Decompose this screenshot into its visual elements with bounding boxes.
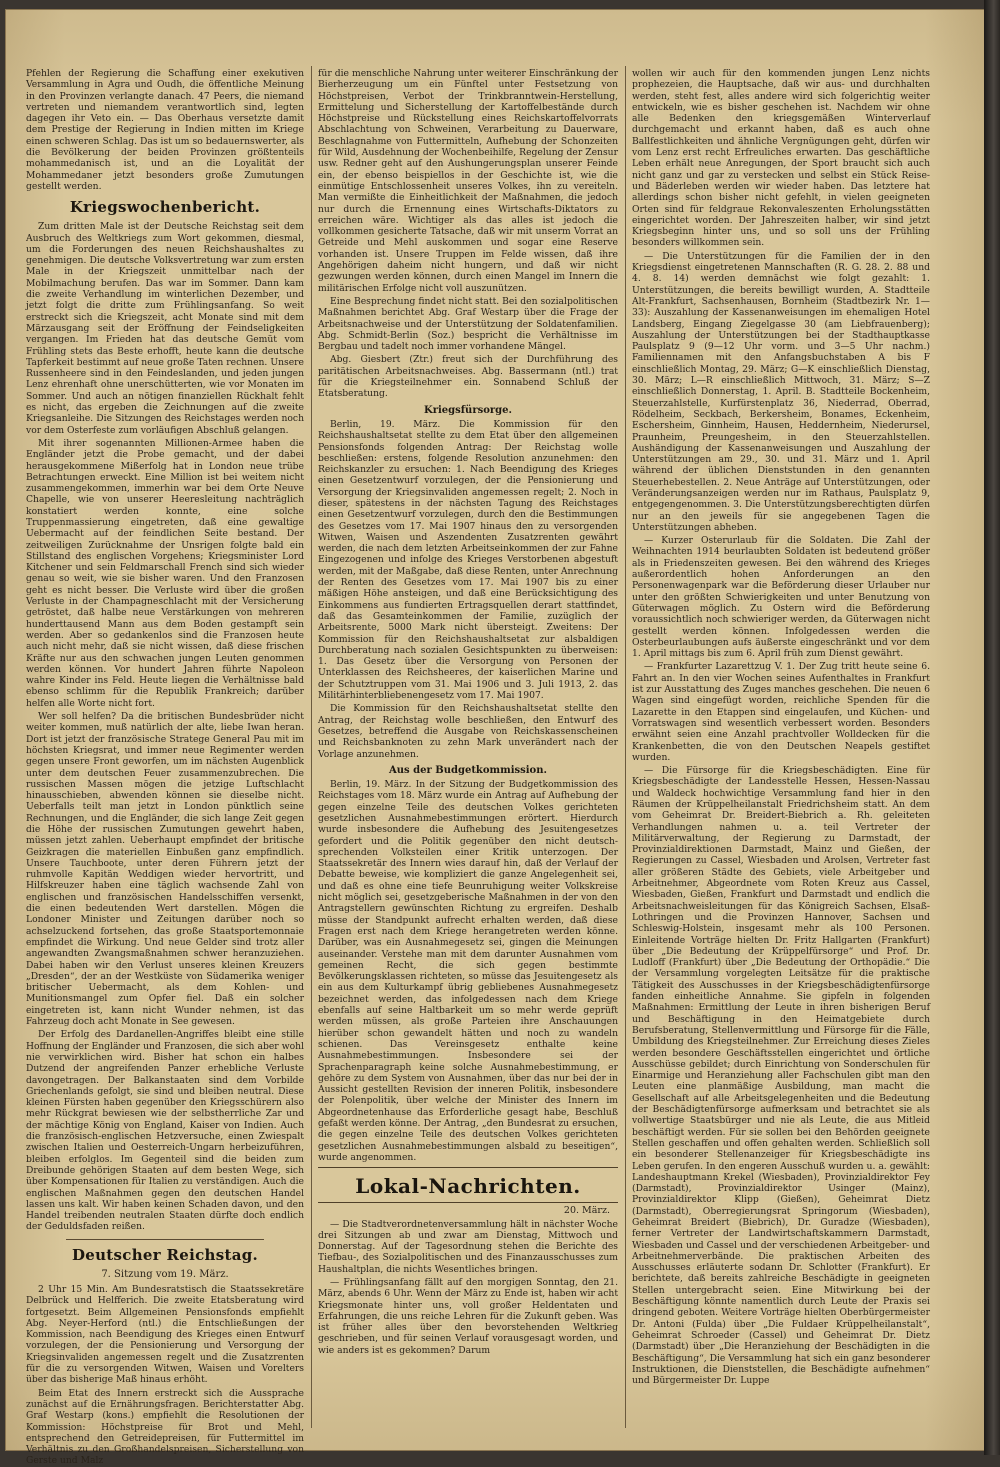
column-3	[632, 68, 930, 1432]
article-text: — Die Fürsorge für die Kriegsbeschädigten. Eine für Kriegsbeschädigte der Landesstelle Hessen, Hessen-Nassau und Waldeck hochwichtige Versammlung fand hier in den Räumen der Krüppelheilanstalt Friedrichsheim statt. An dem vom Geheimrat Dr. Breidert-Biebrich a. Rh. geleiteten Verhandlungen nahmen u. a. teil Vertreter der Militärverwaltung, der Regierung zu Darmstadt, der Provinzialdirektionen Darmstadt, Mainz und Gießen, der Regierungen zu Cassel, Wiesbaden und Arolsen, Vertreter fast aller größeren Städte des Gebiets, viele Arbeitgeber und Arbeitnehmer, Abgeordnete vom Roten Kreuz aus Cassel, Wiesbaden, Gießen, Frankfurt und Darmstadt und endlich die Arbeitsnachweisleitungen für das Königreich Sachsen, Elsaß-Lothringen und die Provinzen Hannover, Sachsen und Schleswig-Holstein, insgesamt mehr als 100 Personen. Einleitende Vorträge hielten Dr. Fritz Hallgarten (Frankfurt) über „Die Bedeutung der Krüppelfürsorge“ und Prof. Dr. Ludloff (Frankfurt) über „Die Bedeutung der Orthopädie.“ Die der Versammlung vorgelegten Leitsätze für die praktische Tätigkeit des Ausschusses in der Kriegsbeschädigtenfürsorge fanden einheitliche Annahme. Sie gipfeln in folgenden Maßnahmen: Ermittlung der Leute in ihren bisherigen Beruf und Beschäftigung in den Heimatgebiete durch Berufsberatung, Stellenvermittlung und Fürsorge für die Fälle, Umbildung des Kriegsteilnehmer. Zur Erreichung dieses Zieles werden besondere Geschäftsstellen eingerichtet und örtliche Ausschüsse gebildet; durch Einrichtung von Sonderschulen für Einarmige und Heranziehung aller Fachschulen gibt man den Leuten eine planmäßige Ausbildung, man macht die Gesellschaft auf alle Arbeitsgelegenheiten und die Bedeutung der Beschädigtenfürsorge aufmerksam und betrachtet sie als vollwertige Staatsbürger und nie als Leute, die aus Mitleid beschäftigt werden. Für sie sollen bei den Behörden geeignete Stellen geschaffen und offen gehalten werden. Schließlich soll ein besonderer Stellenanzeiger für Kriegsbeschädigte ins Leben gerufen. In den engeren Ausschuß wurden u. a. gewählt: Landeshauptmann Krekel (Wiesbaden), Provinzialdirektor Fey (Darmstadt), Provinzialdirektor Usinger (Mainz), Provinzialdirektor Klipp (Gießen), Geheimrat Dietz (Darmstadt), Oberregierungsrat Springorum (Wiesbaden), Geheimrat Breidert (Biebrich), Dr. Guradze (Wiesbaden), ferner Vertreter der Landwirtschaftskammern Darmstadt, Wiesbaden und Cassel und der verschiedenen Arbeitgeber- und Arbeitnehmerverbände. Die praktischen Arbeiten des Ausschusses erläuterte sodann Dr. Schlotter (Frankfurt). Er berichtete, daß bereits zahlreiche Beschädigte in geeigneten Stellen untergebracht seien. Eine Mitwirkung bei der Beschäftigung könnte namentlich durch Leute der Praxis sei dringend geboten. Weitere Vorträge hielten Oberbürgermeister Dr. Antoni (Fulda) über „Die Fuldaer Krüppelheilanstalt“, Geheimrat Schroeder (Cassel) und Geheimrat Dr. Dietz (Darmstadt) über „Die Heranziehung der Beschädigten in die Beschäftigung“, Die Versammlung hat sich ein ganz besonderer Instruktionen, die Dienststellen, die Beschädigte aufnehmen“ und Bürgermeister Dr. Luppe	[632, 765, 930, 1387]
section-heading: Lokal-Nachrichten.	[355, 1174, 581, 1199]
section-heading: Aus der Budgetkommission.	[389, 764, 547, 776]
column-rule	[625, 66, 626, 1428]
article-text: Der Erfolg des Dardanellen-Angriffes bleibt eine stille Hoffnung der Engländer und Franzosen, die sich aber wohl nie verwirklichen wird. Bisher hat schon ein halbes Dutzend der angreifenden Panzer erhebliche Verluste davongetragen. Der Balkanstaaten sind dem Vorbilde Griechenlands gefolgt, sie sind und bleiben neutral. Diese kleinen Fürsten haben gegenüber den Kriegsschürern also mehr Rückgrat bewiesen wie der selbstherrliche Zar und der mächtige König von England, Kaiser von Indien. Auch die französisch-englischen Hetzversuche, einen Zwiespalt zwischen Italien und Oesterreich-Ungarn herbeizuführen, bleiben erfolglos. Im Gegenteil sind die beiden zum Dreibunde gehörigen Staaten auf dem besten Wege, sich über Kompensationen für Italien zu verständigen. Auch die englischen Maßnahmen gegen den deutschen Handel lassen uns kalt. Wir haben keinen Schaden davon, und den Handel treibenden neutralen Staaten dürfte doch endlich der Geduldsfaden reißen.	[26, 1029, 304, 1233]
session-subtitle: 7. Sitzung vom 19. März.	[101, 1268, 229, 1280]
article-text: Mit ihrer sogenannten Millionen-Armee haben die Engländer jetzt die Probe gemacht, und der dabei herausgekommene Mißerfolg hat in London neue trübe Betrachtungen erweckt. Eine Million ist bei weitem nicht zusammengekommen, immerhin war bei dem Orte Neuve Chapelle, wie von unserer Heeresleitung nachträglich konstatiert werden konnte, eine solche Truppenmassierung eingetreten, daß eine gewaltige Uebermacht auf der feindlichen Seite bestand. Der zeitweiligen Zurücknahme der Unsrigen folgte bald ein Stillstand des englischen Vorgehens; Kriegsminister Lord Kitchener und sein Feldmarschall French sind sich wieder genau so weit, wie sie bisher waren. Und den Franzosen geht es nicht besser. Die Verluste wird über die großen Verluste in der Champagneschlacht mit der Versicherung getröstet, daß halbe neue Verstärkungen von mehreren hunderttausend Mann aus dem Boden gestampft sein werden. Aber so gedankenlos sind die Franzosen heute auch nicht mehr, daß sie nicht wissen, daß diese frischen Kräfte nur aus den schwachen jungen Leuten genommen werden können. Vor hundert Jahren führte Napoleon wahre Kinder ins Feld. Heute liegen die Verhältnisse bald ebenso schlimm für die Republik Frankreich; darüber helfen alle Worte nicht fort.	[26, 437, 304, 709]
article-text: Berlin, 19. März. In der Sitzung der Budgetkommission des Reichstages vom 18. März wurde ein Antrag auf Aufhebung der gegen einzelne Teile des deutschen Volkes gerichteten gesetzlichen Ausnahmebestimmungen erörtert. Hierdurch wurde insbesondere die Aufhebung des Jesuitengesetzes gefordert und die Politik gegenüber den nicht deutsch-sprechenden Volksteilen einer Kritik unterzogen. Der Staatssekretär des Innern wies darauf hin, daß der Verlauf der Debatte beweise, wie kompliziert die ganze Angelegenheit sei, und daß es ohne eine tiefe Beunruhigung weiter Volkskreise nicht möglich sei, gesetzgeberische Maßnahmen in der von den Antragstellern gewünschten Richtung zu ergreifen. Deshalb müsse der Standpunkt aufrecht erhalten werden, daß diese Fragen erst nach dem Kriege herangetreten werden könne. Darüber, was ein Ausnahmegesetz sei, gingen die Meinungen auseinander. Verstehe man mit dem darunter Ausnahmen vom gemeinen Recht, die sich gegen bestimmte Bevölkerungsklassen richteten, so müsse das Jesuitengesetz als ein aus dem Kulturkampf übrig gebliebenes Ausnahmegesetz bezeichnet werden, das infolgedessen nach dem Kriege ebenfalls auf seine Haltbarkeit um so mehr werde geprüft werden müssen, als große Parteien ihre Anschauungen hierüber schon gewandelt hätten und noch zu wandeln schienen. Das Vereinsgesetz enthalte keine Ausnahmebestimmungen. Insbesondere sei der Sprachenparagraph keine solche Ausnahmebestimmung, er gehöre zu dem System von Ausnahmen, über das nur bei der in Aussicht gestellten Revision der inneren Politik, insbesondere der Polenpolitik, über welche der Minister des Innern im Abgeordnetenhause das Erforderliche gesagt habe, Beschluß gefaßt werden könne. Der Antrag, „den Bundesrat zu ersuchen, die gegen einzelne Teile des deutschen Volkes gerichteten gesetzlichen Ausnahmebestimmungen alsbald zu beseitigen“, wurde angenommen.	[318, 779, 618, 1163]
article-text: Berlin, 19. März. Die Kommission für den Reichshaushaltsetat stellte zu dem Etat über den allgemeinen Pensionsfonds folgenden Antrag: Der Reichstag wolle beschließen: erstens, folgende Resolution anzunehmen: den Reichskanzler zu ersuchen: 1. Nach Beendigung des Krieges einen Gesetzentwurf vorzulegen, der die Pensionierung und Versorgung der Kriegsinvaliden angemessen regelt; 2. Noch in dieser, spätestens in der nächsten Tagung des Reichstages einen Gesetzentwurf vorzulegen, durch den die Bestimmungen des Gesetzes vom 17. Mai 1907 hinaus den zu versorgenden Witwen, Waisen und Aszendenten Zusatzrenten gewährt werden, die nach dem letzten Arbeitseinkommen der zur Fahne Eingezogenen und infolge des Krieges Verstorbenen abgestuft werden, mit der Maßgabe, daß diese Renten, unter Anrechnung der Renten des Gesetzes vom 17. Mai 1907 bis zu einer mäßigen Höhe ansteigen, und daß eine Berücksichtigung des Einkommens aus fundierten Ertragsquellen derart stattfindet, daß das Gesamteinkommen der Familie, zuzüglich der Arbeitsrente, 5000 Mark nicht übersteigt. Zweitens: Der Kommission für den Reichshaushaltsetat zur alsbaldigen Durchberatung nach sozialen Gesichtspunkten zu überweisen: 1. Das Gesetz über die Versorgung von Personen der Unterklassen des Reichsheeres, der kaiserlichen Marine und der Schutztruppen vom 31. Mai 1906 und 3. Juli 1913, 2. das Militärhinterbliebenengesetz vom 17. Mai 1907.	[318, 418, 618, 702]
article-text: wollen wir auch für den kommenden jungen Lenz nichts prophezeien, die Hauptsache, daß wir aus- und durchhalten werden, steht fest, alles andere wird sich folgerichtig weiter entwickeln, wie es bisher geschehen ist. Nachdem wir ohne alle Bedenken den kriegsgemäßen Winterverlauf durchgemacht und erkannt haben, daß es auch ohne Ballfestlichkeiten und ähnliche Vergnügungen geht, dürfen wir vom Lenz erst recht Erfreuliches erwarten. Das geschäftliche Leben erhält neue Anregungen, der Sport braucht sich auch nicht ganz und gar zu verstecken und selbst ein Stück Reise- und Bäderleben werden wir wieder haben. Das letztere hat allerdings schon bisher nicht gefehlt, in vielen geeigneten Orten sind für feldgraue Rekonvaleszenten Erholungsstätten eingerichtet worden. Der Jahreszeiten halber, wir sind jetzt Kriegsbeginn hinter uns, und so soll uns der Frühling besonders willkommen sein.	[632, 68, 930, 249]
column-2	[318, 68, 618, 1432]
article-text: Die Kommission für den Reichshaushaltsetat stellte den Antrag, der Reichstag wolle beschließen, den Entwurf des Gesetzes, betreffend die Ausgabe von Reichskassenscheinen und Reichsbanknoten zu zehn Mark unverändert nach der Vorlage anzunehmen.	[318, 703, 618, 760]
article-text: Beim Etat des Innern erstreckt sich die Aussprache zunächst auf die Ernährungsfragen. Berichterstatter Abg. Graf Westarp (kons.) empfiehlt die Resolutionen der Kommission: Höchstpreise für Brot und Mehl, entsprechend den Getreidepreisen, für Futtermittel im Verhältnis zu den Großhandelspreisen, Sicherstellung von Gerste und Malz	[26, 1387, 304, 1467]
article-text: — Kurzer Osterurlaub für die Soldaten. Die Zahl der Weihnachten 1914 beurlaubten Soldaten ist bedeutend größer als in Friedenszeiten gewesen. Bei den während des Krieges außerordentlich hohen Anforderungen an den Personenwagenpark war die Beförderung dieser Urlauber nur unter den größten Schwierigkeiten und unter Benutzung von Güterwagen möglich. Zu Ostern wird die Beförderung voraussichtlich noch schwieriger werden, da Güterwagen nicht gestellt werden können. Infolgedessen werden die Osterbeurlaubungen aufs äußerste eingeschränkt und vor dem 1. April mittags bis zum 6. April früh zum Dienst gewährt.	[632, 535, 930, 660]
article-text: — Die Stadtverordnetenversammlung hält in nächster Woche drei Sitzungen ab und zwar am Dienstag, Mittwoch und Donnerstag. Auf der Tagesordnung stehen die Berichte des Tiefbau-, des Sozialpolitischen und des Finanzausschusses zum Haushaltplan, die nichts Wesentliches bringen.	[318, 1218, 618, 1275]
column-1	[26, 68, 304, 1467]
local-news-header	[318, 1167, 618, 1203]
article-text: Abg. Giesbert (Ztr.) freut sich der Durchführung des paritätischen Arbeitsnachweises. Abg. Bassermann (ntl.) trat für die Kriegsteilnehmer ein. Sonnabend Schluß der Etatsberatung.	[318, 354, 618, 400]
article-text: — Die Unterstützungen für die Familien der in den Kriegsdienst eingetretenen Mannschaften (R. G. 28. 2. 88 und 4. 8. 14) werden demnächst wie folgt gezahlt: 1. Unterstützungen, die bereits bewilligt wurden, A. Stadtteile Alt-Frankfurt, Sachsenhausen, Bornheim (Stadtbezirk Nr. 1—33): Auszahlung der Kassenanweisungen im ehemaligen Hotel Landsberg, Eingang Ziegelgasse 30 (am Liebfrauenberg); Auszahlung der Unterstützungen bei der Stadthauptkasse Paulsplatz 9 (9—12 Uhr vorm. und 3—5 Uhr nachm.) Familiennamen mit den Anfangsbuchstaben A bis F einschließlich Montag, 29. März; G—K einschließlich Dienstag, 30. März; L—R einschließlich Mittwoch, 31. März; S—Z einschließlich Donnerstag, 1. April. B. Stadtteile Bockenheim, Steuerzahlstelle, Kurfürstenplatz 36, Niederrad, Oberrad, Rödelheim, Seckbach, Berkersheim, Bonames, Eckenheim, Eschersheim, Ginnheim, Hausen, Heddernheim, Niederursel, Praunheim, Preungesheim, in den Steuerzahlstellen. Aushändigung der Kassenanweisungen und Auszahlung der Unterstützungen am 29., 30. und 31. März und 1. April während der üblichen Dienststunden in den genannten Steuerhebestellen. 2. Neue Anträge auf Unterstützungen, oder Veränderungsanzeigen werden nur im Rathaus, Paulsplatz 9, entgegengenommen. 3. Die Unterstützungsberechtigten dürfen nur an den jeweils für sie angegebenen Tagen die Unterstützungen abheben.	[632, 250, 930, 533]
article-text: Zum dritten Male ist der Deutsche Reichstag seit dem Ausbruch des Weltkriegs zum Wort gekommen, diesmal, um die Forderungen des neuen Reichshaushaltes zu genehmigen. Die deutsche Volksvertretung war zum ersten Male in der Kriegszeit unmittelbar nach der Mobilmachung berufen. Das war im Sommer. Dann kam die zweite Verhandlung im winterlichen Dezember, und jetzt folgt die dritte zum Frühlingsanfang. So weit erstreckt sich die Kriegszeit, acht Monate sind mit dem Märzausgang seit der Eröffnung der Feindseligkeiten vergangen. Im Frieden hat das deutsche Gemüt vom Frühling stets das Beste erhofft, heute kann die deutsche Tapferkeit bestimmt auf neue große Taten rechnen. Unsere Russenheere sind in den Feindeslanden, und jeden jungen Lenz ehrenhaft ohne unerschütterten, wie vor Monaten im Sommer. Und auch an nötigen finanziellen Rückhalt fehlt es nicht, das ergeben die Zeichnungen auf die zweite Kriegsanleihe. Die Sitzungen des Reichstages werden noch vor dem Osterfeste zum vorläufigen Abschluß gelangen.	[26, 221, 304, 436]
article-text: Wer soll helfen? Da die britischen Bundesbrüder nicht weiter kommen, muß natürlich der alte, liebe Iwan heran. Dort ist jetzt der französische Stratege General Pau mit im höchsten Kriegsrat, und immer neue Regimenter werden gegen unsere Front geworfen, um im nächsten Augenblick unter dem deutschen Feuer zusammenzubrechen. Die russischen Massen mögen die jetzige Luftschlacht hinausschieben, abwenden können sie dieselbe nicht. Ueberfalls teilt man jetzt in London pünktlich seine Rechnungen, und die Engländer, die sich lange Zeit gegen die Höhe der russischen Zumutungen gewehrt haben, müssen jetzt zahlen. Ueberhaupt empfindet der britische Geizkragen die materiellen Einbußen ganz empfindlich. Unsere Tauchboote, unter deren Führern jetzt der ruhmvolle Kapitän Weddigen wieder hervortritt, und Hilfskreuzer haben eine täglich wachsende Zahl von englischen und französischen Handelsschiffen versenkt, die einen bedeutenden Wert darstellen. Mögen die Londoner Minister und Zeitungen darüber noch so achselzuckend fortsehen, das große Staatsportemonnaie empfindet die Wirkung. Und neue Gelder sind trotz aller angewandten Zwangsmaßnahmen schwer heranzuziehen. Dabei haben wir den Verlust unseres kleinen Kreuzers „Dresden“, der an der Westküste von Südamerika weniger britischer Uebermacht, als dem Kohlen- und Munitionsmangel zum Opfer fiel. Daß ein solcher eingetreten ist, kann nicht Wunder nehmen, ist das Fahrzeug doch acht Monate in See gewesen.	[26, 711, 304, 1028]
article-text: Pfehlen der Regierung die Schaffung einer exekutiven Versammlung in Agra und Oudh, die öffentliche Meinung in den Provinzen verlangte danach. 47 Peers, die niemand vertreten und niemandem verantwortlich sind, legten dagegen ihr Veto ein. — Das Oberhaus versetzte damit dem Prestige der Regierung in Indien mitten im Kriege einen schweren Schlag. Das ist um so bedauernswerter, als die Bevölkerung der beiden Provinzen größtenteils mohammedanisch ist, und an die Loyalität der Mohammedaner jetzt besonders große Zumutungen gestellt werden.	[26, 68, 304, 192]
newspaper-page	[6, 10, 984, 1467]
article-text: 2 Uhr 15 Min. Am Bundesratstisch die Staatssekretäre Delbrück und Helfferich. Die zweite Etatsberatung wird fortgesetzt. Beim Allgemeinen Pensionsfonds empfiehlt Abg. Neyer-Herford (ntl.) die Entschließungen der Kommission, nach Beendigung des Krieges einen Entwurf vorzulegen, der die Pensionierung und Versorgung der Kriegsinvaliden angemessen regelt und die Zusatzrenten für die zu versorgenden Witwen, Waisen und Vorelters über das bisherige Maß hinaus erhöht.	[26, 1283, 304, 1386]
article-text: Eine Besprechung findet nicht statt. Bei den sozialpolitischen Maßnahmen berichtet Abg. Graf Westarp über die Frage der Arbeitsnachweise und der Unterstützung der Soldatenfamilien. Abg. Schmidt-Berlin (Soz.) bespricht die Verhältnisse im Bergbau und tadelt noch immer vorhandene Mängel.	[318, 295, 618, 353]
section-heading: Kriegsfürsorge.	[424, 404, 512, 416]
page-edge	[984, 0, 1000, 1455]
article-text: — Frühlingsanfang fällt auf den morgigen Sonntag, den 21. März, abends 6 Uhr. Wenn der März zu Ende ist, haben wir acht Kriegsmonate hinter uns, voll großer Heldentaten und Erfahrungen, die uns reiche Lehren für die Zukunft geben. Was ist früher alles über den bevorstehenden Weltkrieg geschrieben, und für seinen Verlauf vorausgesagt worden, und wie anders ist es gekommen? Darum	[318, 1276, 619, 1356]
column-rule	[311, 66, 312, 1428]
section-heading: Deutscher Reichstag.	[71, 1245, 259, 1264]
article-text: — Frankfurter Lazarettzug V. 1. Der Zug tritt heute seine 6. Fahrt an. In den vier Wochen seines Aufenthaltes in Frankfurt ist zur Ausstattung des Zuges manches geschehen. Die neuen 6 Wagen sind eingefügt worden, reichliche Spenden für die Lazarette in den Etappen sind eingelaufen, und Küchen- und Vorratswagen sind wesentlich verbessert worden. Besonders erwähnt seien eine Anzahl prachtvoller Wolldecken für die Krankenbetten, die von den Deutschen Neapels gestiftet wurden.	[632, 661, 930, 763]
dateline: 20. März.	[563, 1205, 610, 1217]
section-heading: Kriegswochenbericht.	[69, 198, 261, 217]
article-text: für die menschliche Nahrung unter weiterer Einschränkung der Bierherzeugung um ein Fünftel unter Festsetzung von Höchstpreisen, Verbot der Trinkbranntwein-Herstellung, Ermittelung und Sicherstellung der Kartoffelbestände durch Höchstpreise und Rückstellung eines Reichskartoffelvorrats Abschlachtung von Schweinen, Verarbeitung zu Dauerware, Beschlagnahme von Futtermitteln, Aufhebung der Schonzeiten für Wild, Ausdehnung der Wochenbeihilfe, Regelung der Zensur usw. Redner geht auf den Aushungerungsplan unserer Feinde ein, der ebenso beispiellos in der Geschichte ist, wie die einmütige Entschlossenheit unseres Volkes, ihn zu vereiteln. Man vermißte die Einheitlichkeit der Maßnahmen, die jedoch nur durch die Ernennung eines Wirtschafts-Diktators zu erreichen wäre. Wichtiger als das alles ist jedoch die vollkommen gesicherte Tatsache, daß wir mit unserm Vorrat an Getreide und Mehl auskommen und sogar eine Reserve vorhanden ist. Unsere Truppen im Felde wissen, daß ihre Angehörigen daheim nicht hungern, und daß wir nicht gezwungen werden können, durch einen Mangel im Innern die militärischen Erfolge nicht voll auszunützen.	[318, 68, 618, 294]
divider	[66, 1239, 264, 1240]
